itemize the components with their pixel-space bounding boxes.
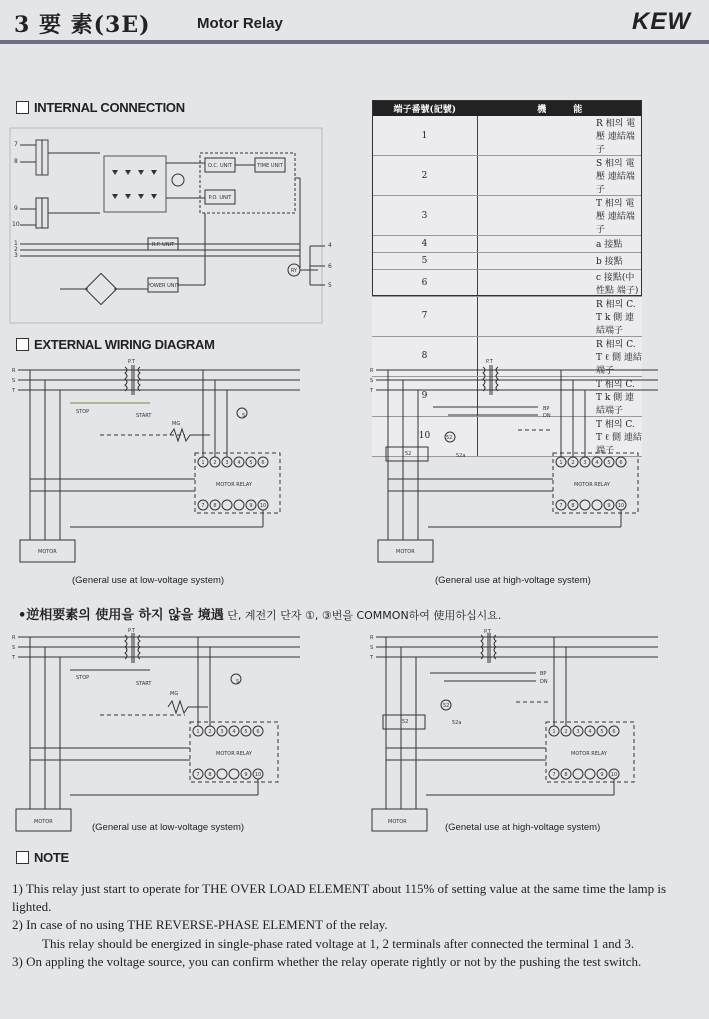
table-row: 3 T 相의 電壓 連結端子: [372, 196, 642, 236]
table-row: 2 S 相의 電壓 連結端子: [372, 156, 642, 196]
note-item-2: 2) In case of no using THE REVERSE-PHASE ELEMENT of the relay.: [12, 917, 388, 933]
note-item-1: 1) This relay just start to operate for THE OVER LOAD ELEMENT about 115% of setting value at the same time the lamp is lighted.: [12, 881, 667, 915]
table-row: 10 T 相의 C. T ℓ 側 連結端子: [372, 416, 642, 456]
svg-text:52: 52: [446, 435, 453, 441]
svg-text:6: 6: [619, 460, 623, 466]
high-voltage-caption-2: (Genetal use at high-voltage system): [445, 822, 601, 833]
page-title: 3 要 素(3E): [14, 12, 151, 38]
svg-text:8: 8: [564, 772, 568, 778]
note-list: [12, 880, 692, 971]
svg-text:DN: DN: [543, 413, 551, 419]
svg-text:R: R: [12, 635, 16, 641]
page-header: [0, 0, 709, 44]
svg-text:7: 7: [559, 503, 563, 509]
svg-text:7: 7: [196, 772, 200, 778]
transformer-icon: [36, 140, 48, 228]
svg-text:P.T: P.T: [484, 629, 491, 635]
svg-text:START: START: [136, 413, 152, 419]
table-row: 6 c 接點(中性點 端子): [372, 269, 642, 296]
svg-text:3: 3: [225, 460, 229, 466]
table-row: 7 R 相의 C. T k 側 連結端子: [372, 296, 642, 336]
external-wiring-heading: EXTERNAL WIRING DIAGRAM: [16, 337, 215, 352]
svg-text:4: 4: [232, 729, 236, 735]
note-item-2-detail: This relay should be energized in single-phase rated voltage at 1, 2 terminals after connected the terminal 1 and 3.: [42, 935, 635, 951]
table-header-cell: 機 能: [478, 100, 643, 116]
svg-text:9: 9: [14, 205, 18, 212]
svg-text:T: T: [12, 655, 16, 661]
svg-text:5: 5: [249, 460, 253, 466]
svg-text:52: 52: [405, 451, 412, 457]
high-voltage-wiring-diagram-1: [368, 355, 668, 570]
low-voltage-caption-2: (General use at low-voltage system): [92, 822, 245, 833]
internal-connection-diagram: [0, 118, 340, 328]
svg-text:T: T: [370, 655, 374, 661]
page-subtitle: Motor Relay: [197, 15, 283, 32]
low-voltage-caption-1: (General use at low-voltage system): [72, 575, 225, 586]
table-row: 8 R 相의 C. T ℓ 側 連結端子: [372, 336, 642, 376]
svg-text:6: 6: [612, 729, 616, 735]
svg-text:8: 8: [571, 503, 575, 509]
checkbox-icon: [16, 851, 29, 864]
svg-text:4: 4: [588, 729, 592, 735]
svg-text:POWER UNIT: POWER UNIT: [146, 283, 180, 289]
svg-text:DN: DN: [540, 679, 548, 685]
table-row: 4 a 接點: [372, 236, 642, 253]
low-voltage-wiring-diagram-2: [10, 627, 310, 842]
svg-text:6: 6: [256, 729, 260, 735]
table-header-row: [372, 100, 642, 116]
svg-text:MOTOR RELAY: MOTOR RELAY: [574, 482, 610, 488]
svg-text:1: 1: [552, 729, 556, 735]
svg-text:4: 4: [595, 460, 599, 466]
svg-text:S: S: [370, 645, 374, 651]
svg-text:1: 1: [559, 460, 563, 466]
brand-logo: KEW: [632, 8, 691, 35]
svg-text:52a: 52a: [452, 720, 462, 726]
svg-text:1: 1: [14, 240, 18, 247]
svg-text:8: 8: [213, 503, 217, 509]
svg-text:S: S: [370, 378, 374, 384]
svg-text:MOTOR: MOTOR: [38, 549, 57, 555]
svg-text:10: 10: [617, 503, 625, 509]
note-item-3: 3) On appling the voltage source, you can confirm whether the relay operate rightly or not by the pushing the test switch.: [12, 953, 642, 969]
reverse-phase-note: •逆相要素의 使用을 하지 않을 境遇 단, 계전기 단자 ①, ③번을 COMMON하여 使用하십시요.: [18, 608, 502, 623]
svg-text:2: 2: [571, 460, 575, 466]
svg-text:MOTOR: MOTOR: [396, 549, 415, 555]
high-voltage-wiring-diagram-2: [368, 627, 668, 842]
svg-text:P.T: P.T: [128, 628, 135, 634]
svg-text:P.T: P.T: [486, 359, 493, 365]
svg-text:P.T: P.T: [128, 359, 135, 365]
svg-text:5: 5: [607, 460, 611, 466]
svg-text:5: 5: [244, 729, 248, 735]
svg-text:52: 52: [402, 719, 409, 725]
svg-text:3: 3: [583, 460, 587, 466]
svg-text:10: 10: [610, 772, 618, 778]
svg-text:9: 9: [249, 503, 253, 509]
svg-text:4: 4: [328, 242, 332, 249]
svg-text:3: 3: [14, 252, 18, 259]
header-divider: [0, 40, 709, 44]
svg-text:S: S: [242, 413, 246, 419]
table-row: 1 R 相의 電壓 連結端子: [372, 116, 642, 156]
svg-text:7: 7: [552, 772, 556, 778]
svg-text:10: 10: [259, 503, 267, 509]
svg-text:MOTOR RELAY: MOTOR RELAY: [216, 751, 252, 757]
svg-text:2: 2: [208, 729, 212, 735]
svg-text:4: 4: [237, 460, 241, 466]
svg-text:7: 7: [14, 141, 18, 148]
svg-text:R: R: [370, 635, 374, 641]
svg-text:6: 6: [328, 263, 332, 270]
svg-text:9: 9: [600, 772, 604, 778]
svg-text:10: 10: [12, 221, 20, 228]
svg-text:2: 2: [14, 246, 18, 253]
svg-text:T: T: [370, 388, 374, 394]
svg-text:3: 3: [220, 729, 224, 735]
svg-text:R: R: [12, 368, 16, 374]
svg-text:5: 5: [600, 729, 604, 735]
svg-text:9: 9: [607, 503, 611, 509]
svg-text:P.O. UNIT: P.O. UNIT: [208, 195, 232, 201]
svg-text:R.P. UNIT: R.P. UNIT: [151, 242, 175, 248]
low-voltage-wiring-diagram-1: [10, 355, 310, 570]
svg-text:9: 9: [244, 772, 248, 778]
svg-text:8: 8: [208, 772, 212, 778]
checkbox-icon: [16, 101, 29, 114]
svg-text:START: START: [136, 681, 152, 687]
svg-text:MOTOR RELAY: MOTOR RELAY: [216, 482, 252, 488]
table-row: 9 T 相의 C. T k 側 連結端子: [372, 376, 642, 416]
svg-text:S: S: [236, 679, 240, 685]
svg-text:2: 2: [564, 729, 568, 735]
svg-text:3: 3: [576, 729, 580, 735]
svg-text:BP: BP: [540, 671, 547, 677]
svg-text:7: 7: [201, 503, 205, 509]
svg-text:52: 52: [443, 703, 450, 709]
checkbox-icon: [16, 338, 29, 351]
svg-text:BP: BP: [543, 406, 550, 412]
internal-connection-heading: INTERNAL CONNECTION: [16, 100, 185, 115]
svg-text:8: 8: [14, 158, 18, 165]
note-heading: NOTE: [16, 850, 69, 865]
svg-text:1: 1: [196, 729, 200, 735]
svg-text:TIME UNIT: TIME UNIT: [257, 163, 283, 169]
svg-text:S: S: [12, 645, 16, 651]
svg-text:2: 2: [213, 460, 217, 466]
svg-text:T: T: [12, 388, 16, 394]
high-voltage-caption-1: (General use at high-voltage system): [435, 575, 591, 586]
svg-text:1: 1: [201, 460, 205, 466]
svg-text:STOP: STOP: [76, 675, 90, 681]
table-row: 5 b 接點: [372, 252, 642, 269]
svg-text:O.C. UNIT: O.C. UNIT: [208, 163, 232, 169]
svg-text:RY: RY: [290, 268, 298, 274]
svg-text:MG: MG: [172, 421, 181, 427]
svg-text:MOTOR RELAY: MOTOR RELAY: [571, 751, 607, 757]
svg-text:S: S: [12, 378, 16, 384]
svg-text:MOTOR: MOTOR: [34, 819, 53, 825]
table-header-cell: 端子番號(記號): [372, 100, 478, 116]
svg-text:10: 10: [254, 772, 262, 778]
svg-text:STOP: STOP: [76, 409, 90, 415]
svg-text:6: 6: [261, 460, 265, 466]
svg-text:MG: MG: [170, 691, 179, 697]
svg-text:52a: 52a: [456, 453, 466, 459]
svg-text:5: 5: [328, 282, 332, 289]
svg-text:R: R: [370, 368, 374, 374]
svg-text:MOTOR: MOTOR: [388, 819, 407, 825]
